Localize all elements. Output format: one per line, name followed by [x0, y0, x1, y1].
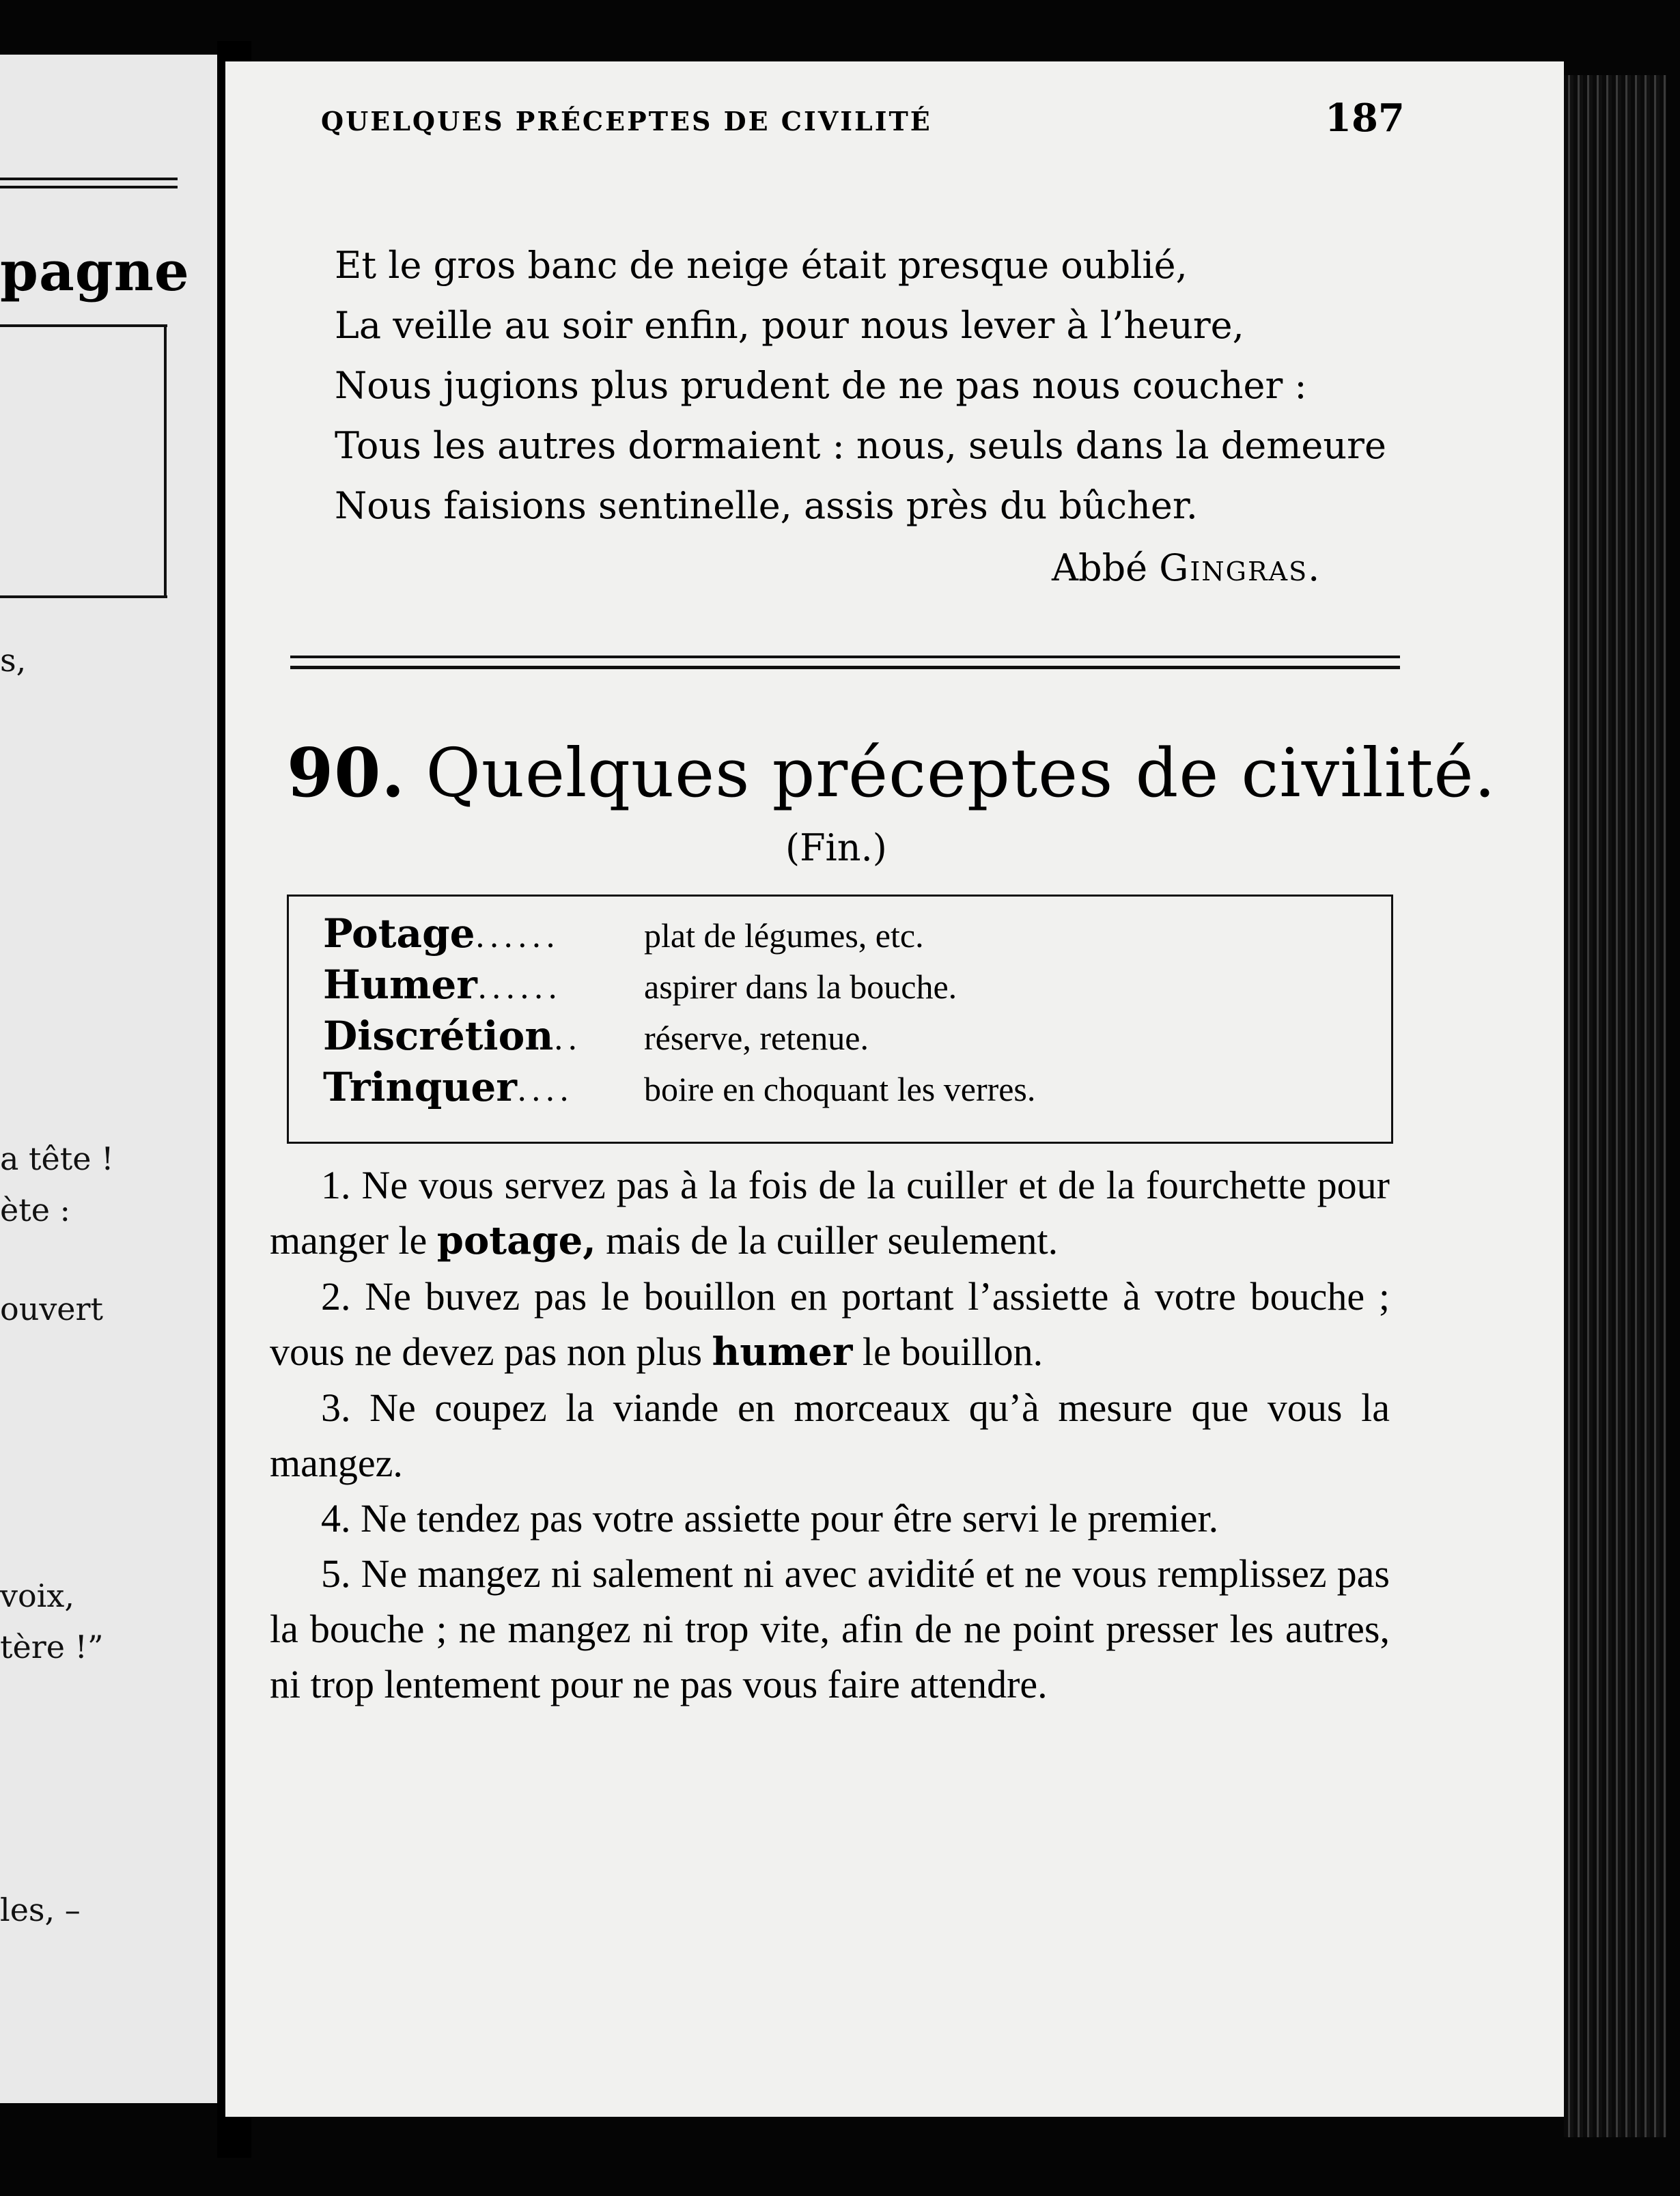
precept-paragraph: 5. Ne mangez ni salement ni avec avidité et ne vous remplissez pas la bouche ; ne mangez ni trop vite, afin de ne point presser les autres, ni trop lentement pour ne pas vous faire attendre. [270, 1551, 1390, 1706]
precept-paragraph: 2. Ne buvez pas le bouillon en portant l’assiette à votre bouche ; vous ne devez pas non plus humer le bouillon. [270, 1274, 1390, 1375]
author-prefix: Abbé [1052, 546, 1148, 589]
left-text-fragment: a tête ! [0, 1140, 114, 1177]
glossary-entry [323, 1064, 1035, 1110]
section-subtitle: (Fin.) [785, 826, 887, 869]
left-text-fragment: ète : [0, 1192, 71, 1228]
left-text-fragment: les, – [0, 1891, 81, 1928]
glossary-term: Trinquer.... [323, 1064, 574, 1110]
section-number: 90. [287, 734, 406, 813]
poem-line: Tous les autres dormaient : nous, seuls dans la demeure [335, 424, 1386, 467]
author-name: Gingras. [1159, 546, 1321, 589]
glossary-definition: réserve, retenue. [644, 1019, 869, 1057]
glossary-term: Discrétion.. [323, 1013, 582, 1059]
section-heading [287, 734, 1496, 813]
precept-paragraph: 4. Ne tendez pas votre assiette pour être servi le premier. [321, 1496, 1219, 1540]
bold-term: potage, [436, 1218, 596, 1263]
poem-line: Nous faisions sentinelle, assis près du bûcher. [335, 484, 1198, 527]
precept-paragraph: 1. Ne vous servez pas à la fois de la cuiller et de la fourchette pour manger le potage, mais de la cuiller seulement. [270, 1163, 1390, 1263]
section-divider-rule [290, 656, 1400, 658]
poem-line: Nous jugions plus prudent de ne pas nous coucher : [335, 364, 1307, 407]
glossary-entry [323, 1013, 869, 1059]
glossary-term: Humer...... [323, 961, 562, 1008]
left-rule-top [0, 178, 178, 180]
glossary-entry [323, 961, 957, 1008]
left-title-fragment: pagne [0, 239, 190, 303]
poem-author [1052, 546, 1321, 589]
section-title: Quelques préceptes de civilité. [425, 735, 1496, 813]
left-rule-top-2 [0, 186, 178, 188]
poem-line: Et le gros banc de neige était presque oublié, [335, 244, 1188, 287]
left-box-top [0, 324, 167, 327]
glossary-definition: plat de légumes, etc. [644, 916, 924, 955]
glossary-term: Potage...... [323, 910, 560, 957]
left-page-fragment [0, 55, 217, 2103]
glossary-box [287, 895, 1393, 1144]
left-text-fragment: ouvert [0, 1291, 104, 1327]
left-box-bottom [0, 595, 167, 598]
section-divider-rule [290, 666, 1400, 669]
precept-paragraph: 3. Ne coupez la viande en morceaux qu’à mesure que vous la mangez. [270, 1385, 1390, 1485]
poem [335, 236, 1386, 536]
glossary-definition: aspirer dans la bouche. [644, 968, 957, 1006]
left-text-fragment: voix, [0, 1577, 74, 1614]
left-box-side [164, 324, 167, 597]
bold-term: humer [712, 1329, 853, 1375]
running-title: QUELQUES PRÉCEPTES DE CIVILITÉ [321, 106, 932, 137]
left-text-fragment: s, [0, 642, 27, 679]
poem-line: La veille au soir enfin, pour nous lever à l’heure, [335, 304, 1244, 347]
left-text-fragment: tère !” [0, 1629, 104, 1665]
glossary-entry [323, 910, 924, 957]
page-edges [1564, 75, 1666, 2137]
precepts-text [270, 1157, 1390, 1712]
glossary-definition: boire en choquant les verres. [644, 1070, 1036, 1108]
page-number: 187 [1325, 96, 1405, 141]
